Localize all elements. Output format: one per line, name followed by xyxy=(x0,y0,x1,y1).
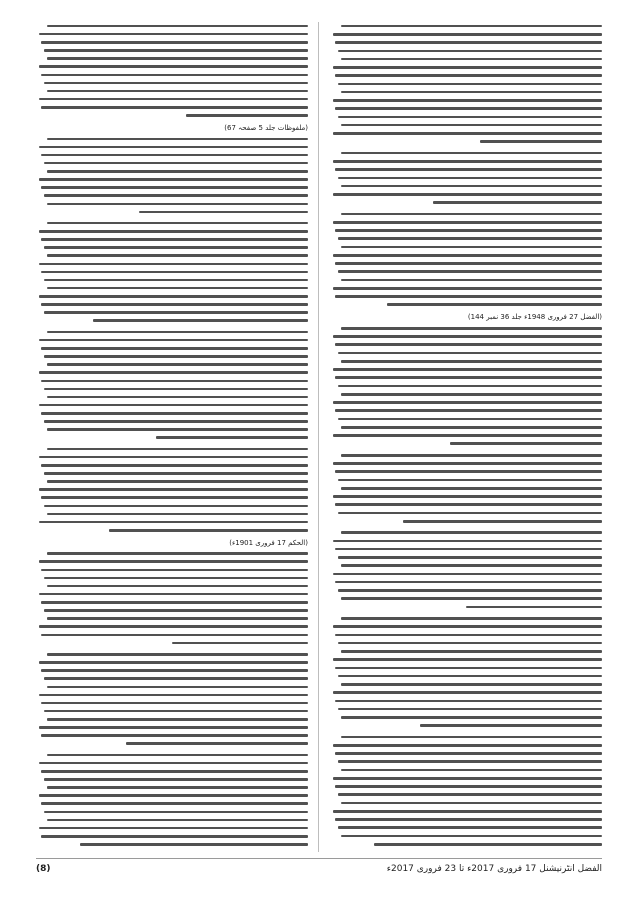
text-line xyxy=(41,303,308,306)
text-line xyxy=(44,194,308,197)
text-line xyxy=(44,355,308,358)
text-line xyxy=(39,371,308,374)
text-line xyxy=(341,185,602,188)
text-line xyxy=(41,702,308,705)
text-line xyxy=(341,564,602,567)
text-line xyxy=(41,238,308,241)
citation-reference: (ملفوظات جلد 5 صفحہ 67) xyxy=(224,123,308,132)
text-line xyxy=(333,335,602,338)
text-line xyxy=(338,642,602,645)
text-line xyxy=(39,726,308,729)
text-line xyxy=(341,650,602,653)
text-line xyxy=(335,634,602,637)
article-columns xyxy=(36,22,602,852)
text-line xyxy=(39,263,308,266)
text-line xyxy=(41,569,308,572)
text-line xyxy=(333,254,602,257)
text-line xyxy=(335,295,602,298)
text-line xyxy=(341,487,602,490)
text-line xyxy=(403,520,602,523)
text-line xyxy=(47,617,308,620)
text-line xyxy=(41,271,308,274)
text-line xyxy=(341,91,602,94)
text-line xyxy=(39,560,308,563)
text-line xyxy=(338,270,602,273)
text-line xyxy=(41,347,308,350)
text-line xyxy=(341,152,602,155)
text-line xyxy=(341,279,602,282)
text-line xyxy=(39,33,308,36)
text-line xyxy=(338,589,602,592)
text-line xyxy=(186,114,308,117)
text-line xyxy=(44,710,308,713)
text-line xyxy=(44,505,308,508)
text-line xyxy=(80,843,308,846)
text-line xyxy=(335,409,602,412)
text-line xyxy=(44,420,308,423)
text-line xyxy=(47,754,308,757)
citation-reference: (الحکم 17 فروری 1901ء) xyxy=(229,538,308,547)
text-line xyxy=(44,577,308,580)
text-line xyxy=(93,319,308,322)
text-line xyxy=(420,724,602,727)
article-column-left xyxy=(36,22,308,852)
text-line xyxy=(338,418,602,421)
text-line xyxy=(338,385,602,388)
text-line xyxy=(41,106,308,109)
text-line xyxy=(335,548,602,551)
text-line xyxy=(333,132,602,135)
text-line xyxy=(41,835,308,838)
text-line xyxy=(156,436,308,439)
text-line xyxy=(39,661,308,664)
text-line xyxy=(338,675,602,678)
text-line xyxy=(44,388,308,391)
text-line xyxy=(47,57,308,60)
text-line xyxy=(338,83,602,86)
text-line xyxy=(41,154,308,157)
text-line xyxy=(333,99,602,102)
text-line xyxy=(466,606,602,609)
text-line xyxy=(341,617,602,620)
text-line xyxy=(39,762,308,765)
text-line xyxy=(333,573,602,576)
text-line xyxy=(333,287,602,290)
text-line xyxy=(44,246,308,249)
text-line xyxy=(338,793,602,796)
text-line xyxy=(480,140,602,143)
text-line xyxy=(47,653,308,656)
text-line xyxy=(335,667,602,670)
text-line xyxy=(47,513,308,516)
text-line xyxy=(335,343,602,346)
text-line xyxy=(47,203,308,206)
text-line xyxy=(172,642,308,645)
text-line xyxy=(341,769,602,772)
text-line xyxy=(341,360,602,363)
text-line xyxy=(44,609,308,612)
text-line xyxy=(39,593,308,596)
text-line xyxy=(41,669,308,672)
text-line xyxy=(333,401,602,404)
text-line xyxy=(333,625,602,628)
text-line xyxy=(47,138,308,141)
text-line xyxy=(374,843,602,846)
text-line xyxy=(333,495,602,498)
text-line xyxy=(41,601,308,604)
text-line xyxy=(39,65,308,68)
text-line xyxy=(39,178,308,181)
text-line xyxy=(41,380,308,383)
text-line xyxy=(126,742,308,745)
text-line xyxy=(341,393,602,396)
footer-masthead: الفضل انٹرنیشنل 17 فروری 2017ء تا 23 فروری 2017ء xyxy=(386,864,602,874)
text-line xyxy=(41,186,308,189)
text-line xyxy=(41,496,308,499)
text-line xyxy=(39,295,308,298)
text-line xyxy=(47,819,308,822)
text-line xyxy=(333,810,602,813)
text-line xyxy=(338,352,602,355)
text-line xyxy=(335,818,602,821)
text-line xyxy=(41,734,308,737)
text-line xyxy=(333,658,602,661)
text-line xyxy=(338,512,602,515)
text-line xyxy=(44,778,308,781)
text-line xyxy=(41,464,308,467)
text-line xyxy=(341,246,602,249)
text-line xyxy=(41,634,308,637)
text-line xyxy=(333,193,602,196)
text-line xyxy=(47,170,308,173)
text-line xyxy=(109,529,308,532)
text-line xyxy=(333,462,602,465)
text-line xyxy=(44,279,308,282)
text-line xyxy=(44,82,308,85)
page-footer xyxy=(36,858,602,879)
text-line xyxy=(333,160,602,163)
text-line xyxy=(47,287,308,290)
text-line xyxy=(341,213,602,216)
article-column-right xyxy=(330,22,602,852)
text-line xyxy=(47,90,308,93)
text-line xyxy=(47,254,308,257)
text-line xyxy=(47,786,308,789)
text-line xyxy=(39,456,308,459)
text-line xyxy=(44,811,308,814)
text-line xyxy=(338,708,602,711)
text-line xyxy=(341,58,602,61)
text-line xyxy=(338,237,602,240)
text-line xyxy=(39,339,308,342)
text-line xyxy=(41,41,308,44)
text-line xyxy=(333,691,602,694)
text-line xyxy=(341,683,602,686)
text-line xyxy=(335,752,602,755)
text-line xyxy=(450,442,602,445)
text-line xyxy=(39,521,308,524)
text-line xyxy=(341,802,602,805)
page-number: (8) xyxy=(36,864,51,874)
text-line xyxy=(47,480,308,483)
text-line xyxy=(39,230,308,233)
text-line xyxy=(39,694,308,697)
text-line xyxy=(341,531,602,534)
text-line xyxy=(338,826,602,829)
text-line xyxy=(335,107,602,110)
text-line xyxy=(39,794,308,797)
text-line xyxy=(335,470,602,473)
text-line xyxy=(41,802,308,805)
citation-reference: (الفضل 27 فروری 1948ء جلد 36 نمبر 144) xyxy=(467,313,602,322)
text-line xyxy=(338,479,602,482)
text-line xyxy=(39,625,308,628)
text-line xyxy=(44,162,308,165)
text-line xyxy=(47,331,308,334)
text-line xyxy=(333,368,602,371)
text-line xyxy=(47,585,308,588)
text-line xyxy=(335,581,602,584)
text-line xyxy=(44,677,308,680)
text-line xyxy=(338,760,602,763)
text-line xyxy=(341,454,602,457)
text-line xyxy=(41,770,308,773)
text-line xyxy=(338,556,602,559)
text-line xyxy=(433,201,602,204)
text-line xyxy=(335,262,602,265)
text-line xyxy=(41,412,308,415)
text-line xyxy=(335,229,602,232)
text-line xyxy=(333,540,602,543)
column-divider xyxy=(318,22,319,852)
text-line xyxy=(333,434,602,437)
text-line xyxy=(341,426,602,429)
text-line xyxy=(338,116,602,119)
text-line xyxy=(333,33,602,36)
text-line xyxy=(335,503,602,506)
text-line xyxy=(47,552,308,555)
text-line xyxy=(333,221,602,224)
text-line xyxy=(39,488,308,491)
text-line xyxy=(335,376,602,379)
text-line xyxy=(47,222,308,225)
text-line xyxy=(335,41,602,44)
text-line xyxy=(338,50,602,53)
text-line xyxy=(139,211,308,214)
text-line xyxy=(47,396,308,399)
text-line xyxy=(341,597,602,600)
text-line xyxy=(44,311,308,314)
text-line xyxy=(341,327,602,330)
text-line xyxy=(333,744,602,747)
text-line xyxy=(39,98,308,101)
text-line xyxy=(47,25,308,28)
text-line xyxy=(41,74,308,77)
text-line xyxy=(47,686,308,689)
text-line xyxy=(39,827,308,830)
text-line xyxy=(335,74,602,77)
text-line xyxy=(335,168,602,171)
text-line xyxy=(341,124,602,127)
text-line xyxy=(44,49,308,52)
text-line xyxy=(39,146,308,149)
text-line xyxy=(47,448,308,451)
text-line xyxy=(335,785,602,788)
text-line xyxy=(333,66,602,69)
text-line xyxy=(341,716,602,719)
text-line xyxy=(341,835,602,838)
text-line xyxy=(39,404,308,407)
text-line xyxy=(333,777,602,780)
text-line xyxy=(44,472,308,475)
text-line xyxy=(335,700,602,703)
text-line xyxy=(47,363,308,366)
text-line xyxy=(47,718,308,721)
text-line xyxy=(341,25,602,28)
text-line xyxy=(47,428,308,431)
text-line xyxy=(341,736,602,739)
text-line xyxy=(338,177,602,180)
text-line xyxy=(387,303,602,306)
